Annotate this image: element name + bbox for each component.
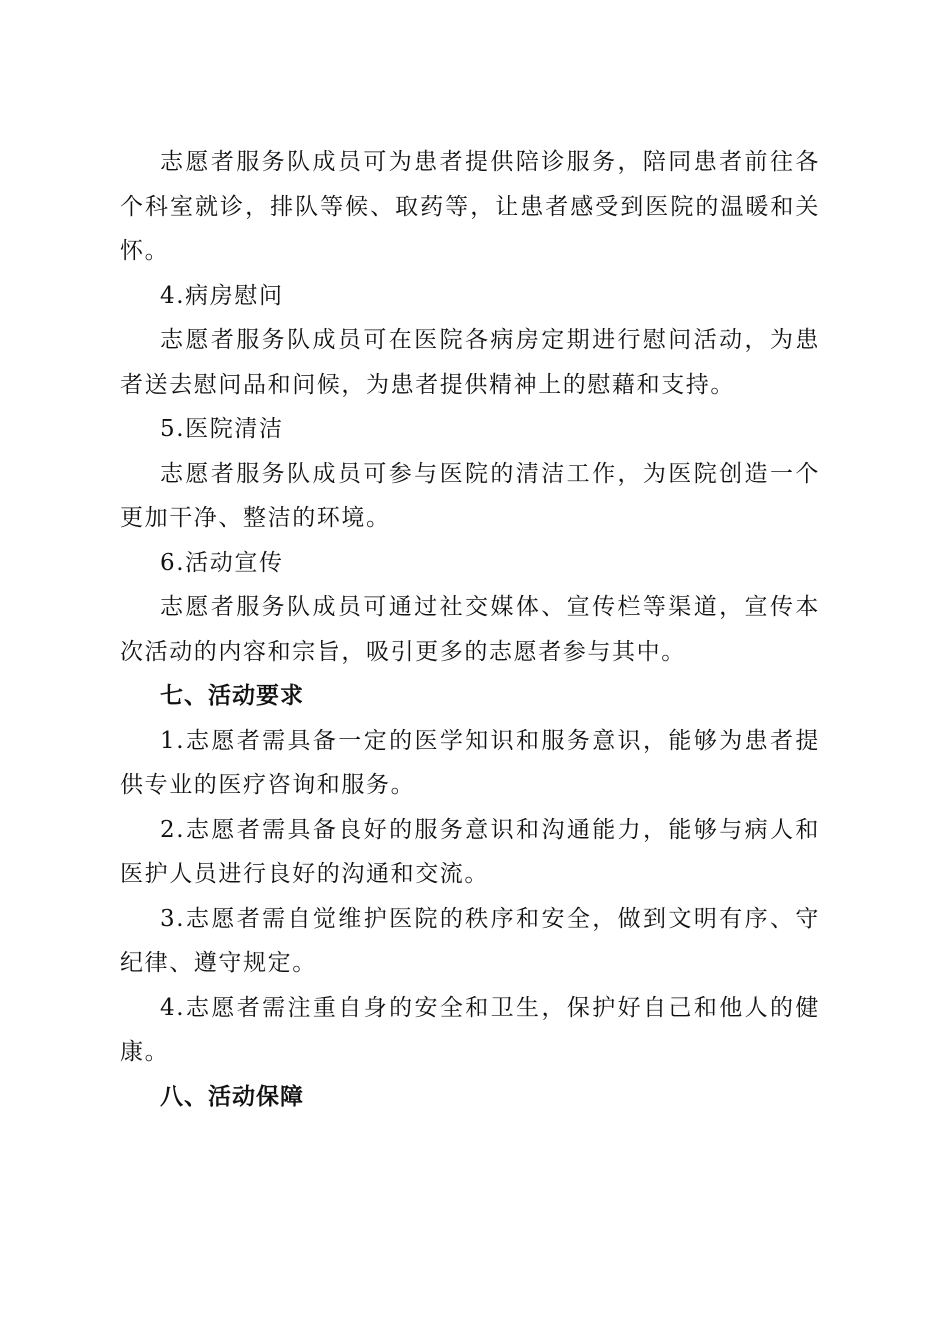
requirement-item-4: 4.志愿者需注重自身的安全和卫生，保护好自己和他人的健康。 <box>120 994 820 1065</box>
requirement-item-2: 2.志愿者需具备良好的服务意识和沟通能力，能够与病人和医护人员进行良好的沟通和交流。 <box>120 816 820 887</box>
paragraph-escort-service: 志愿者服务队成员可为患者提供陪诊服务，陪同患者前往各个科室就诊，排队等候、取药等，让患者感受到医院的温暖和关怀。 <box>120 149 820 264</box>
paragraph-publicity: 志愿者服务队成员可通过社交媒体、宣传栏等渠道，宣传本次活动的内容和宗旨，吸引更多的志愿者参与其中。 <box>120 594 820 665</box>
paragraph-hospital-cleaning: 志愿者服务队成员可参与医院的清洁工作，为医院创造一个更加干净、整洁的环境。 <box>120 460 820 531</box>
section-heading-requirements: 七、活动要求 <box>160 683 304 709</box>
section-heading-guarantee: 八、活动保障 <box>160 1083 304 1110</box>
item-publicity-title: 6.活动宣传 <box>160 549 284 576</box>
requirement-item-1: 1.志愿者需具备一定的医学知识和服务意识，能够为患者提供专业的医疗咨询和服务。 <box>120 727 820 798</box>
item-ward-visit-title: 4.病房慰问 <box>160 282 284 309</box>
requirement-item-3: 3.志愿者需自觉维护医院的秩序和安全，做到文明有序、守纪律、遵守规定。 <box>120 905 820 976</box>
item-hospital-cleaning-title: 5.医院清洁 <box>160 416 284 442</box>
document-page <box>120 140 820 1119</box>
paragraph-ward-visit: 志愿者服务队成员可在医院各病房定期进行慰问活动，为患者送去慰问品和问候，为患者提供精神上的慰藉和支持。 <box>120 327 820 398</box>
